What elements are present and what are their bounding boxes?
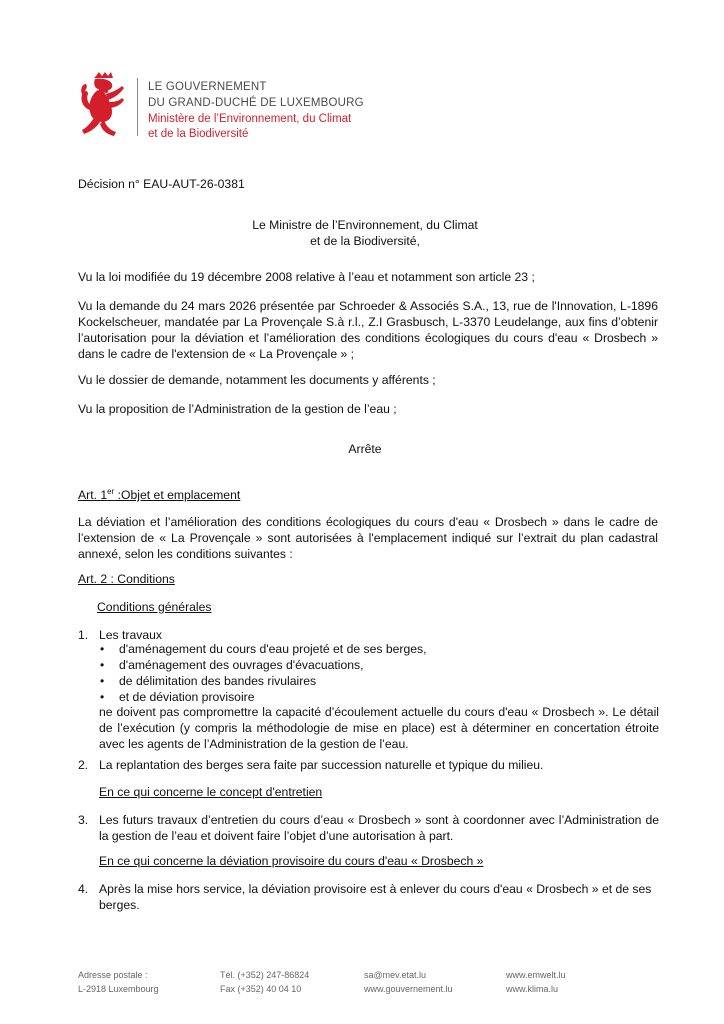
item-3-text: Les futurs travaux d’entretien du cours d’eau « Drosbech » sont à coordonner avec l’Administration de la gestion de l’eau et doivent faire l’objet d’une autorisation à part. <box>99 813 659 843</box>
footer-email-link[interactable]: sa@mev.etat.lu <box>364 970 426 980</box>
article-2-heading: Art. 2 : Conditions <box>78 572 175 586</box>
luxembourg-lion-logo-icon <box>78 72 130 136</box>
article-1-heading-prefix: Art. 1 <box>78 488 108 503</box>
item-1-intro: Les travaux <box>99 628 163 642</box>
footer-website-emwelt-link[interactable]: www.emwelt.lu <box>506 970 566 980</box>
government-line-1: LE GOUVERNEMENT <box>148 81 267 93</box>
item-1-number: 1. <box>78 628 89 642</box>
list-item: • d'aménagement des ouvrages d'évacuations, <box>97 657 637 673</box>
subheading-maintenance: En ce qui concerne le concept d'entretien <box>99 785 323 799</box>
minister-line-2: et de la Biodiversité, <box>310 234 420 248</box>
article-1-heading <box>78 484 240 503</box>
consideration-law: Vu la loi modifiée du 19 décembre 2008 relative à l’eau et notamment son article 23 ; <box>78 270 535 284</box>
ministry-line-2: et de la Biodiversité <box>148 128 249 140</box>
item-3-number: 3. <box>78 813 89 827</box>
consideration-request: Vu la demande du 24 mars 2026 présentée par Schroeder & Associés S.A., 13, rue de l'Innovation, L-1896 Kockelscheuer, mandatée par La Provençale S.à r.l., Z.I Grasbusch, L-3370 Leudelange, aux fins d’obtenir l’autorisation pour la déviation et l’amélioration des conditions écologiques du cours d'eau « Drosbech » dans le cadre de l'extension de « La Provençale » ; <box>78 299 658 361</box>
footer-website-klima-link[interactable]: www.klima.lu <box>506 984 559 994</box>
item-4-text: Après la mise hors service, la déviation provisoire est à enlever du cours d'eau « Drosbech » et de ses berges. <box>99 882 652 912</box>
item-4-number: 4. <box>78 882 89 896</box>
footer-fax: Fax (+352) 40 04 10 <box>220 984 302 994</box>
footer-address-value: L-2918 Luxembourg <box>78 984 159 994</box>
item-2-text: La replantation des berges sera faite par succession naturelle et typique du milieu. <box>99 758 544 772</box>
item-2-number: 2. <box>78 758 89 772</box>
footer-tel: Tél. (+352) 247-86824 <box>220 970 310 980</box>
list-item: • et de déviation provisoire <box>97 689 637 705</box>
ministry-line-1: Ministère de l’Environnement, du Climat <box>148 113 352 125</box>
minister-line-1: Le Ministre de l’Environnement, du Climat <box>252 218 478 232</box>
decision-number: Décision n° EAU-AUT-26-0381 <box>78 177 245 191</box>
list-item: • d'aménagement du cours d'eau projeté et de ses berges, <box>97 641 637 657</box>
article-1-text: La déviation et l’amélioration des conditions écologiques du cours d'eau « Drosbech » dans le cadre de l’extension de « La Provençale » sont autorisées à l'emplacement indiqué sur l’extrait du plan cadastral annexé, selon les conditions suivantes : <box>78 515 658 561</box>
government-line-2: DU GRAND-DUCHÉ DE LUXEMBOURG <box>148 97 364 109</box>
consideration-dossier: Vu le dossier de demande, notamment les documents y afférents ; <box>78 373 436 387</box>
article-1-heading-title: :Objet et emplacement <box>114 488 241 503</box>
footer-address-label: Adresse postale : <box>78 970 148 980</box>
list-item: • de délimitation des bandes rivulaires <box>97 673 637 689</box>
header-divider <box>137 78 138 136</box>
subheading-temporary-deviation: En ce qui concerne la déviation provisoire du cours d'eau « Drosbech » <box>99 854 484 868</box>
item-1-bullet-list <box>97 641 637 705</box>
arrete-heading: Arrête <box>348 442 382 456</box>
consideration-proposal: Vu la proposition de l’Administration de la gestion de l’eau ; <box>78 402 397 416</box>
item-1-continuation: ne doivent pas compromettre la capacité d’écoulement actuelle du cours d'eau « Drosbech ». Le détail de l’exécution (y compris la méthodologie de mise en place) est à déterminer en concertation étroite avec les agents de l’Administration de la gestion de l’eau. <box>99 705 659 751</box>
subheading-general-conditions: Conditions générales <box>97 600 212 614</box>
article-1-heading-sup: er <box>107 487 115 496</box>
footer-website-gouvernement-link[interactable]: www.gouvernement.lu <box>364 984 453 994</box>
